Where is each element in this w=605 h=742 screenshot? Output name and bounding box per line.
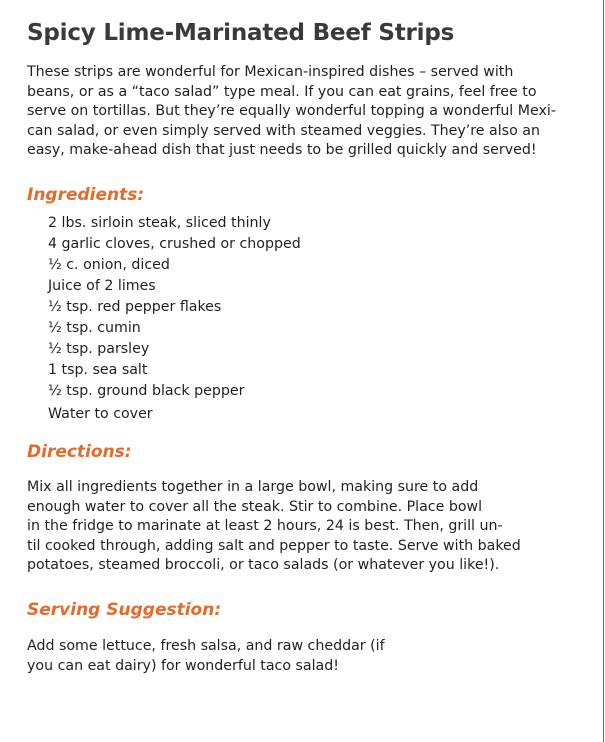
intro-paragraph xyxy=(27,63,556,161)
recipe-title: Spicy Lime-Marinated Beef Strips xyxy=(27,20,455,46)
directions-line: enough water to cover all the steak. Stir to combine. Place bowl xyxy=(27,498,483,515)
directions-paragraph xyxy=(27,478,521,576)
ingredient-item: ½ tsp. red pepper flakes xyxy=(48,299,222,315)
intro-line: beans, or as a “taco salad” type meal. If you can eat grains, feel free to xyxy=(27,83,537,100)
serving-suggestion-heading: Serving Suggestion: xyxy=(27,600,222,620)
intro-line: can salad, or even simply served with steamed veggies. They’re also an xyxy=(27,122,540,139)
intro-line: These strips are wonderful for Mexican-inspired dishes – served with xyxy=(27,64,514,80)
page-edge-rule xyxy=(603,0,604,742)
ingredients-list xyxy=(48,213,301,425)
ingredient-item: 2 lbs. sirloin steak, sliced thinly xyxy=(48,215,271,231)
directions-line: til cooked through, adding salt and pepper to taste. Serve with baked xyxy=(27,537,521,554)
ingredient-item: ½ tsp. parsley xyxy=(48,341,150,357)
serving-line: you can eat dairy) for wonderful taco salad! xyxy=(27,657,339,674)
ingredient-item: ½ c. onion, diced xyxy=(48,257,170,273)
ingredient-item: Juice of 2 limes xyxy=(48,278,156,294)
directions-line: Mix all ingredients together in a large bowl, making sure to add xyxy=(27,479,479,495)
ingredient-item: ½ tsp. cumin xyxy=(48,320,141,336)
ingredient-item: ½ tsp. ground black pepper xyxy=(48,383,245,399)
ingredient-item: Water to cover xyxy=(48,406,153,422)
directions-heading: Directions: xyxy=(27,442,132,462)
ingredients-heading: Ingredients: xyxy=(27,185,145,205)
directions-line: potatoes, steamed broccoli, or taco salads (or whatever you like!). xyxy=(27,557,500,573)
directions-line: in the fridge to marinate at least 2 hours, 24 is best. Then, grill un- xyxy=(27,518,503,534)
serving-line: Add some lettuce, fresh salsa, and raw cheddar (if xyxy=(27,638,385,654)
intro-line: easy, make-ahead dish that just needs to be grilled quickly and served! xyxy=(27,142,537,158)
intro-line: serve on tortillas. But they’re equally wonderful topping a wonderful Mexi- xyxy=(27,103,556,119)
ingredient-item: 4 garlic cloves, crushed or chopped xyxy=(48,236,301,252)
ingredient-item: 1 tsp. sea salt xyxy=(48,362,148,378)
serving-paragraph xyxy=(27,637,385,676)
